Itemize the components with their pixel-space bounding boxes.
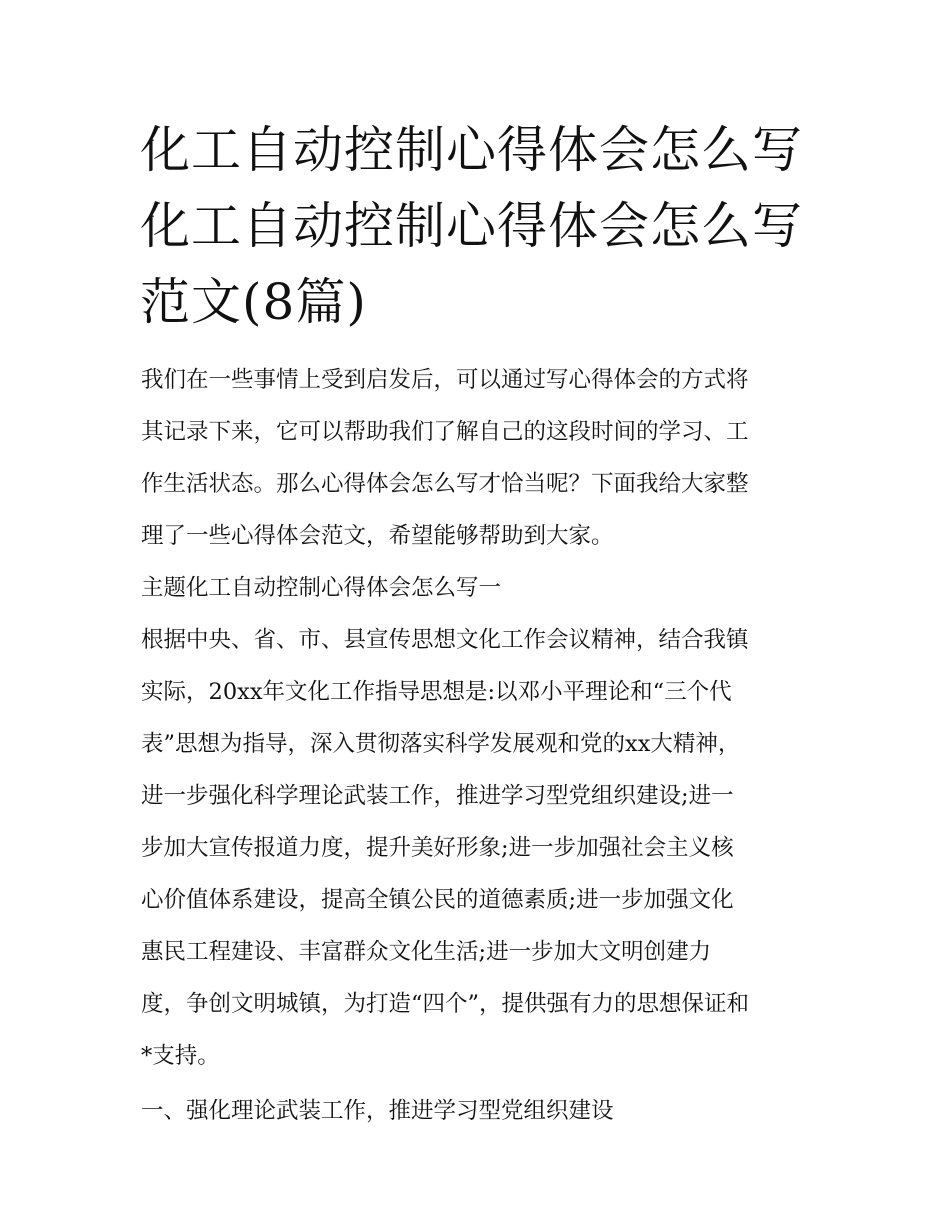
subheading: 一、强化理论武装工作，推进学习型党组织建设 (141, 1098, 614, 1124)
section-line: 进一步强化科学理论武装工作，推进学习型党组织建设;进一 (141, 783, 734, 809)
intro-paragraph (141, 354, 831, 562)
section-line: 度，争创文明城镇，为打造“四个”，提供强有力的思想保证和 (141, 991, 750, 1017)
section-line: 根据中央、省、市、县宣传思想文化工作会议精神，结合我镇 (141, 627, 749, 653)
intro-line: 理了一些心得体会范文，希望能够帮助到大家。 (141, 523, 614, 549)
section-line: 步加大宣传报道力度，提升美好形象;进一步加强社会主义核 (141, 835, 734, 861)
section-title: 主题化工自动控制心得体会怎么写一 (141, 575, 502, 601)
section-line: 实际，20xx年文化工作指导思想是:以邓小平理论和“三个代 (141, 679, 732, 705)
document-title (140, 112, 840, 340)
title-line: 化工自动控制心得体会怎么写 (140, 121, 803, 179)
intro-line: 其记录下来，它可以帮助我们了解自己的这段时间的学习、工 (141, 419, 749, 445)
document-body (141, 354, 831, 1137)
title-line: 范文(8篇) (140, 273, 367, 331)
section-line: 心价值体系建设，提高全镇公民的道德素质;进一步加强文化 (141, 887, 734, 913)
intro-line: 作生活状态。那么心得体会怎么写才恰当呢？下面我给大家整 (141, 471, 749, 497)
section-paragraph (141, 614, 831, 1082)
section-line: 表”思想为指导，深入贯彻落实科学发展观和党的xx大精神， (141, 731, 741, 757)
intro-line: 我们在一些事情上受到启发后，可以通过写心得体会的方式将 (141, 367, 749, 393)
title-line: 化工自动控制心得体会怎么写 (140, 197, 803, 255)
section-line: *支持。 (141, 1043, 220, 1069)
section-line: 惠民工程建设、丰富群众文化生活;进一步加大文明创建力 (141, 939, 712, 965)
